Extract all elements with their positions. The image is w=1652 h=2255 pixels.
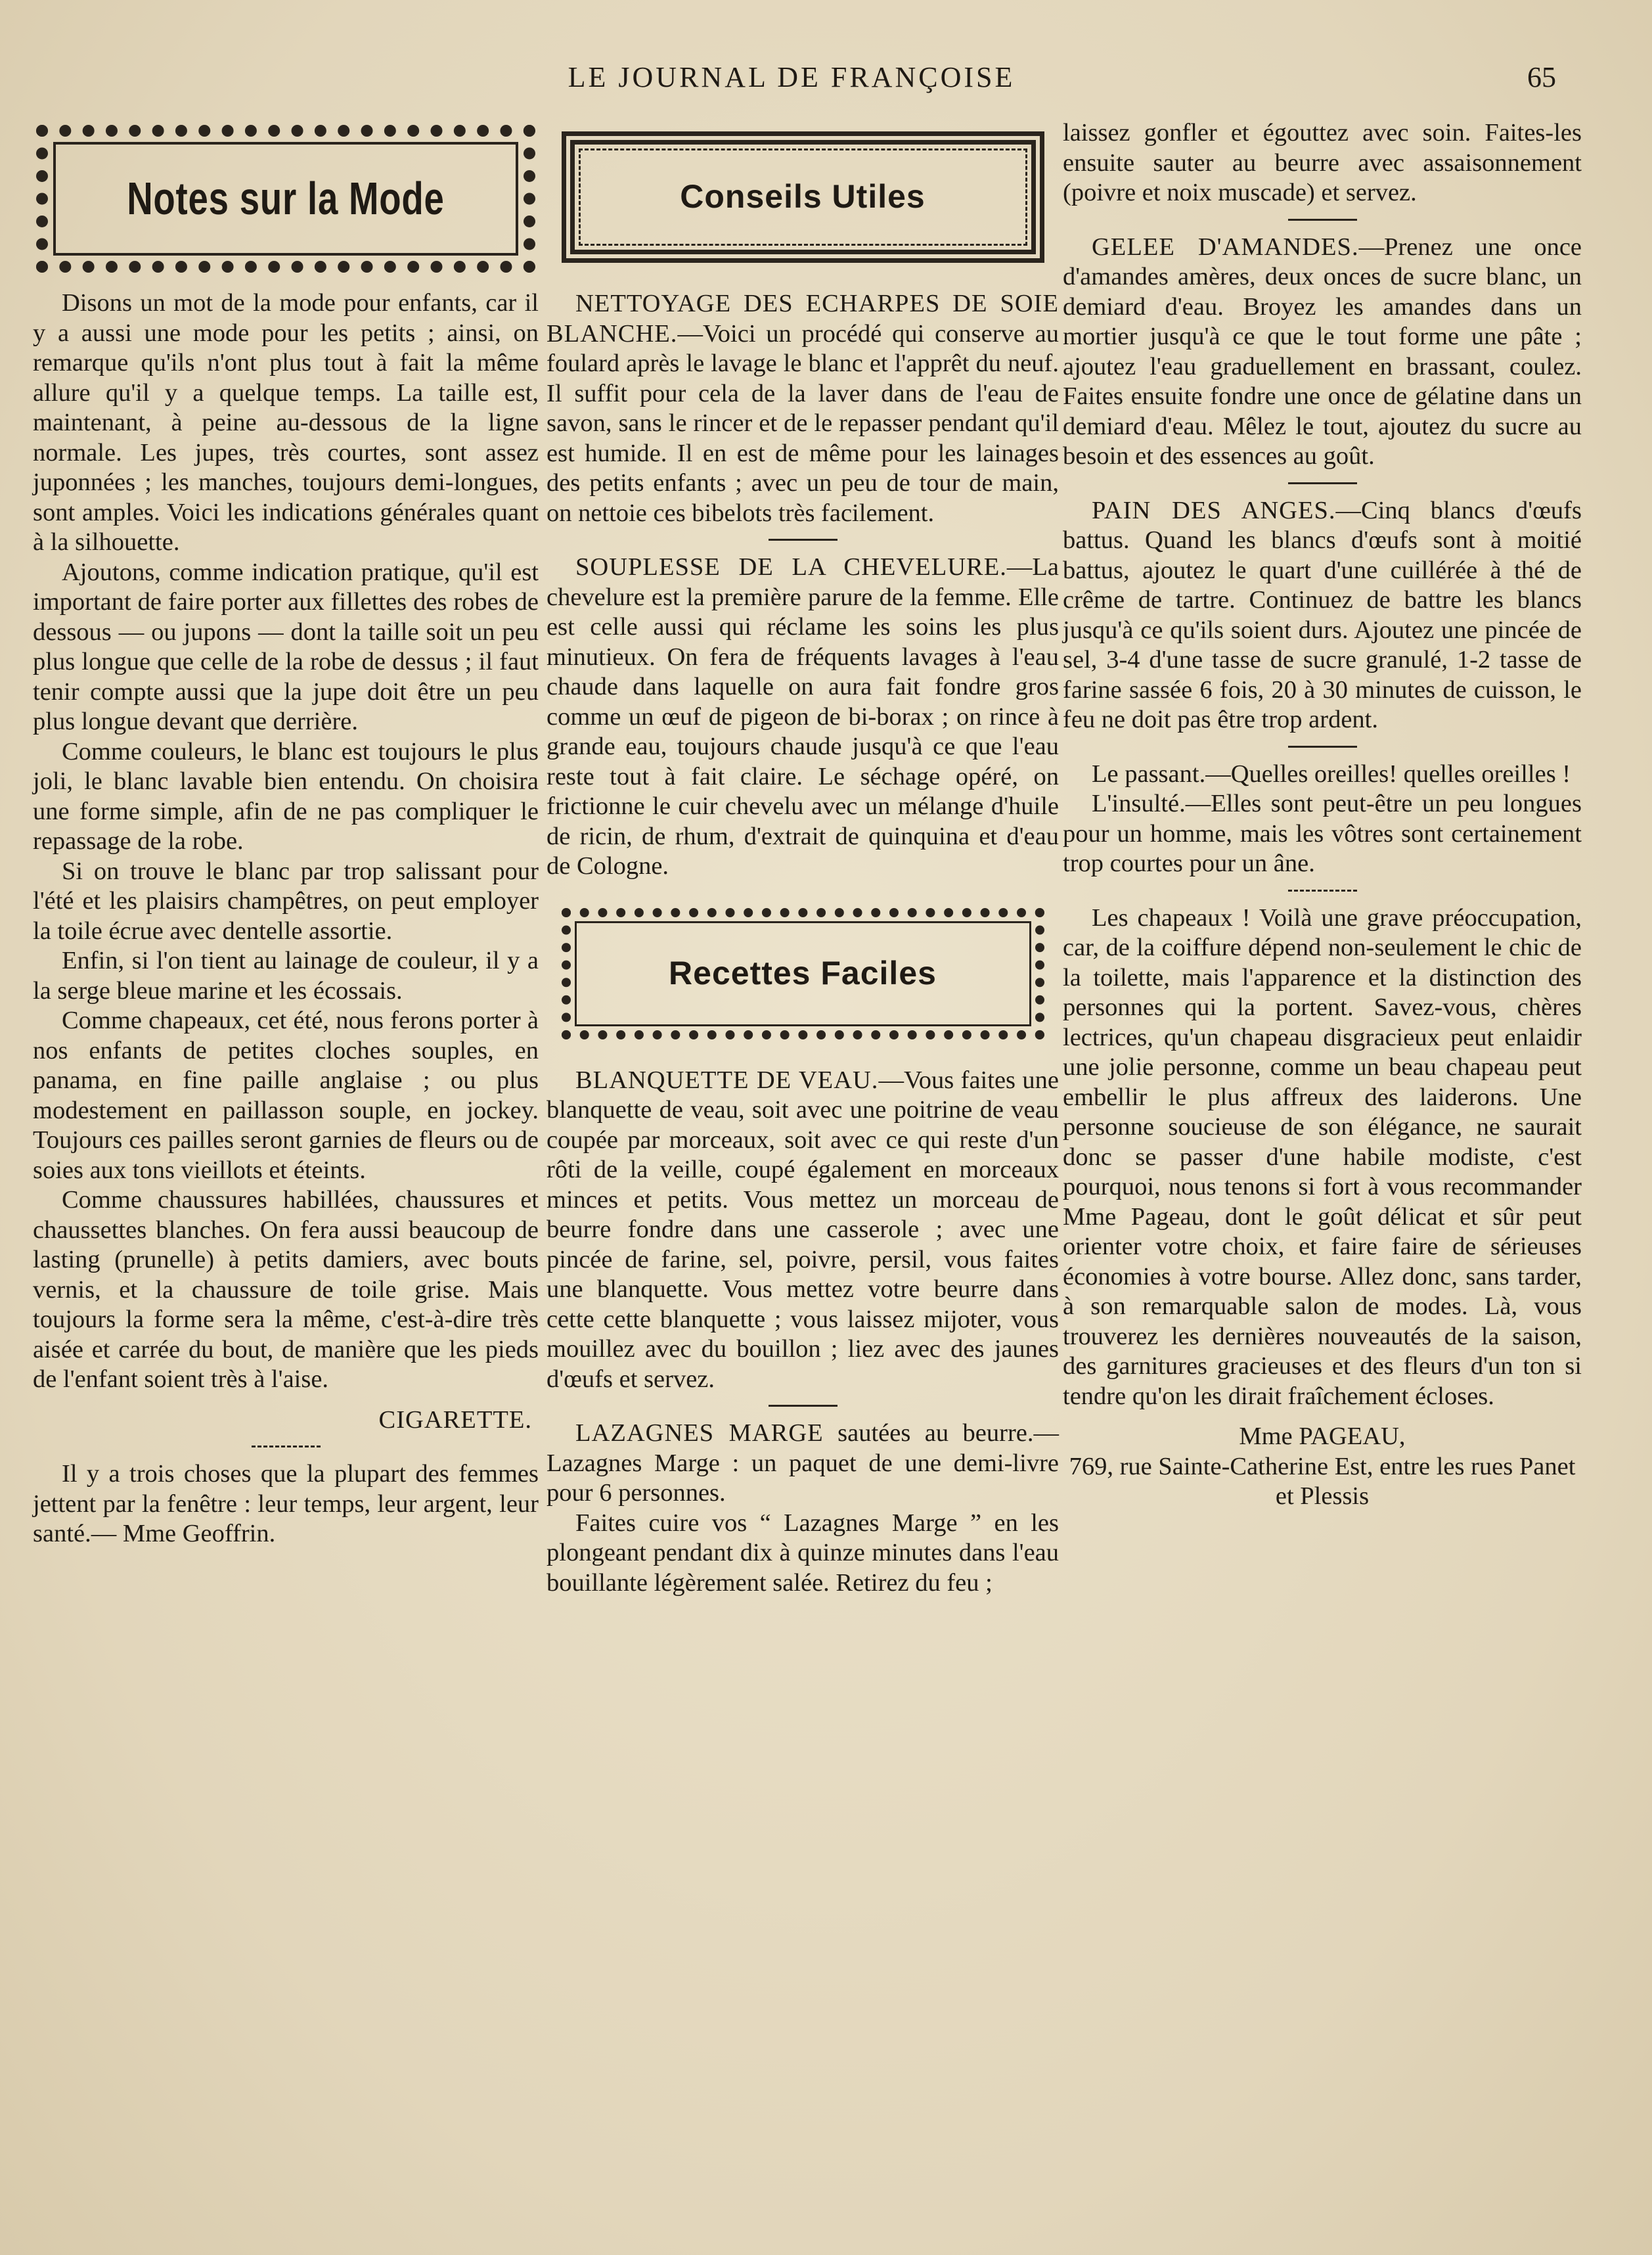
mode-paragraph: Enfin, si l'on tient au lainage de couleur, il y a la serge bleue marine et les écossais. [33, 947, 539, 1005]
advert-address: 769, rue Sainte-Catherine Est, entre les rues Panet et Plessis [1069, 1452, 1576, 1510]
joke-line: L'insulté.—Elles sont peut-être un peu longues pour un homme, mais les vôtres sont certainement trop courtes pour un âne. [1063, 790, 1582, 877]
conseils-banner [562, 131, 1044, 263]
recettes-banner [562, 908, 1044, 1039]
column-conseils [547, 125, 1059, 1598]
section-divider [769, 1405, 837, 1407]
mode-paragraph: Ajoutons, comme indication pratique, qu'il est important de faire porter aux fillettes des robes de dessous — ou jupons — dont la taille soit un peu plus longue que celle de la robe de dessus ; il faut tenir compte aussi que la jupe doit être un peu plus longue devant que derrière. [33, 558, 539, 735]
section-divider [1288, 746, 1357, 748]
page-number: 65 [1527, 61, 1556, 93]
mode-paragraph: Comme chaussures habillées, chaussures et chaussettes blanches. On fera aussi beaucoup de lasting (prunelle) à petits damiers, avec bouts vernis, et la chaussure de toile grise. Mais toujours la forme sera la même, c'est-à-dire très aisée et carrée du bout, de manière que les pieds de l'enfant soient très à l'aise. [33, 1186, 539, 1393]
conseils-banner-title: Conseils Utiles [680, 178, 926, 216]
recipe-heading: LAZAGNES MARGE [575, 1419, 824, 1447]
mode-paragraph: Si on trouve le blanc par trop salissant pour l'été et les plaisirs champêtres, on peut employer la toile écrue avec dentelle assortie. [33, 857, 539, 945]
mode-banner [36, 125, 535, 273]
recipe-heading: GELEE D'AMANDES. [1092, 233, 1359, 261]
running-header [0, 60, 1652, 100]
tip-paragraph [547, 553, 1059, 882]
recettes-banner-frame [575, 921, 1031, 1026]
column-mode [33, 125, 539, 1549]
quote-paragraph: Il y a trois choses que la plupart des femmes jettent par la fenêtre : leur temps, leur argent, leur santé.— Mme Geoffrin. [33, 1460, 539, 1547]
mode-paragraph: Comme chapeaux, cet été, nous ferons porter à nos enfants de petites cloches souples, en panama, en fine paille anglaise ; ou plus modestement en paillasson souple, en jockey. Toujours ces pailles seront garnies de fleurs ou de soies aux tons vieillots et éteints. [33, 1007, 539, 1184]
recipe-body: —Cinq blancs d'œufs battus. Quand les blancs d'œufs sont à moitié battus, ajoutez le quart d'une cuillérée à thé de crême de tartre. Continuez de battre les blancs jusqu'à ce qu'ils soient durs. Ajoutez une pincée de sel, 3-4 d'une tasse de sucre granulé, 1-2 tasse de farine sassée 6 fois, 20 à 30 minutes de cuisson, le feu ne doit pas être trop ardent. [1063, 496, 1582, 733]
section-divider [1288, 890, 1357, 892]
recipe-body: —Prenez une once d'amandes amères, deux onces de sucre blanc, un demiard d'eau. Broyez les amandes dans un mortier jusqu'à ce que le tout forme une pâte ; ajoutez l'eau graduellement en brassant, coulez. Faites ensuite fondre une once de gélatine dans un demiard d'eau. Mêlez le tout, ajoutez du sucre au besoin et des essences au goût. [1063, 233, 1582, 470]
mode-paragraph: Disons un mot de la mode pour enfants, car il y a aussi une mode pour les petits ; ainsi, on remarque qu'ils n'ont plus tout à fait la même allure qu'il y a quelque temps. La taille est, maintenant, à peine au-dessous de la ligne normale. Les jupes, très courtes, sont assez juponnées ; les manches, toujours demi-longues, sont amples. Voici les indications générales quant à la silhouette. [33, 289, 539, 556]
advert-name: Mme PAGEAU, [1239, 1423, 1406, 1450]
recipe-paragraph [547, 1066, 1059, 1395]
recipe-continuation: laissez gonfler et égouttez avec soin. Faites-les ensuite sauter au beurre avec assaisonnement (poivre et noix muscade) et servez. [1063, 119, 1582, 206]
tip-heading: NETTOYAGE DES ECHARPES DE SOIE BLANCHE. [547, 290, 1059, 348]
section-divider [769, 539, 837, 541]
recipe-body: —Vous faites une blanquette de veau, soit avec une poitrine de veau coupée par morceaux, soit avec ce qui reste d'un rôti de la veille, coupé également en morceaux minces et petits. Vous mettez un morceau de beurre fondre dans une casserole ; avec une pincée de farine, sel, poivre, persil, vous faites une blanquette. Vous mettez votre beurre dans cette cette blanquette ; vous laissez mijoter, vous mouillez avec du bouillon ; liez avec des jaunes d'œufs et servez. [547, 1066, 1059, 1393]
recettes-banner-title: Recettes Faciles [669, 954, 937, 991]
article-signature: CIGARETTE. [378, 1405, 532, 1434]
recipe-body: sautées au beurre.—Lazagnes Marge : un paquet de une demi-livre pour 6 personnes. [547, 1419, 1059, 1507]
tip-heading: SOUPLESSE DE LA CHEVELURE. [575, 553, 1007, 581]
recipe-heading: BLANQUETTE DE VEAU. [575, 1066, 879, 1094]
tip-body: —La chevelure est la première parure de la femme. Elle est celle aussi qui réclame les soins les plus minutieux. On fera de fréquents lavages à l'eau chaude dans laquelle on aura fait fondre gros comme un œuf de pigeon de bi-borax ; on rince à grande eau, toujours chaude jusqu'à ce que l'eau reste tout à fait claire. Le séchage opéré, on frictionne le cuir chevelu avec un mélange d'huile de ricin, de rhum, d'extrait de quinquina et d'eau de Cologne. [547, 553, 1059, 880]
mode-banner-title: Notes sur la Mode [127, 172, 445, 224]
section-divider [1288, 482, 1357, 484]
tip-body: —Voici un procédé qui conserve au foulard après le lavage le blanc et l'apprêt du neuf. Il suffit pour cela de la laver dans de l'eau de savon, sans le rincer et de le repasser pendant qu'il est humide. Il en est de même pour les lainages des petits enfants ; avec un peu de tour de main, on nettoie ces bibelots très facilement. [547, 319, 1059, 527]
mode-paragraph: Comme couleurs, le blanc est toujours le plus joli, le blanc lavable bien entendu. On choisira une forme simple, afin de ne pas compliquer le repassage de la robe. [33, 737, 539, 855]
recipe-paragraph [1063, 233, 1582, 472]
recipe-paragraph: Faites cuire vos “ Lazagnes Marge ” en les plongeant pendant dix à quinze minutes dans l'eau bouillante légèrement salée. Retirez du feu ; [547, 1509, 1059, 1597]
recipe-paragraph [547, 1419, 1059, 1509]
conseils-banner-frame [579, 148, 1027, 246]
tip-paragraph [547, 289, 1059, 528]
section-divider [1288, 219, 1357, 221]
recipe-heading: PAIN DES ANGES. [1092, 496, 1336, 524]
journal-title: LE JOURNAL DE FRANÇOISE [568, 61, 1016, 93]
advert-paragraph: Les chapeaux ! Voilà une grave préoccupation, car, de la coiffure dépend non-seulement le chic de la toilette, mais l'apparence et la distinction des personnes qui la portent. Savez-vous, chères lectrices, qu'un chapeau disgracieux peut enlaidir une jolie personne, comme un beau chapeau peut embellir le plus affreux des laiderons. Une personne soucieuse de son élégance, ne saurait donc se passer d'une habile modiste, c'est pourquoi, nous tenons si fort à vous recommander Mme Pageau, dont le goût délicat et sûr peut orienter votre choix, et faire faire de sérieuses économies à votre bourse. Allez donc, sans tarder, à son remarquable salon de modes. Là, vous trouverez les dernières nouveautés de la saison, des garnitures gracieuses et des fleurs d'un ton si tendre qu'on les dirait fraîchement écloses. [1063, 903, 1582, 1410]
mode-banner-frame [53, 142, 518, 256]
joke-line: Le passant.—Quelles oreilles! quelles oreilles ! [1092, 760, 1571, 788]
recipe-paragraph [1063, 496, 1582, 735]
column-recettes-suite [1063, 118, 1582, 1512]
section-divider [252, 1446, 321, 1447]
